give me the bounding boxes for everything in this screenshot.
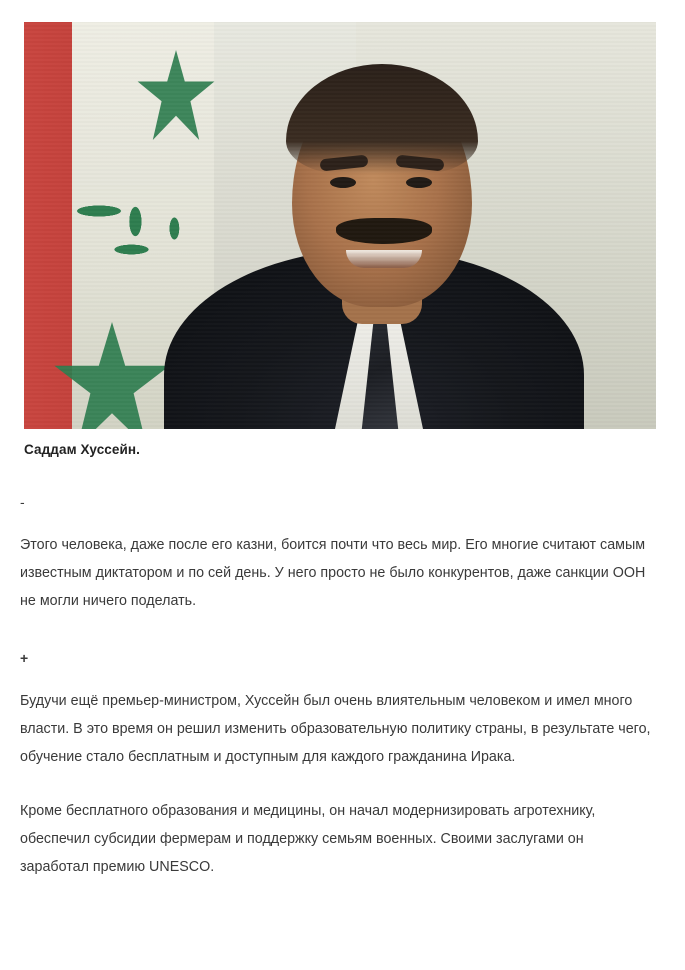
article-body [10, 495, 661, 881]
subject-mouth [346, 250, 422, 268]
article-page [0, 22, 685, 970]
subject-eye-right [406, 177, 432, 188]
flag-arabic-script [60, 197, 190, 267]
article-photo [24, 22, 656, 429]
plus-marker: + [20, 650, 29, 666]
paragraph-2: Будучи ещё премьер-министром, Хуссейн был очень влиятельным человеком и имел много власти. В это время он решил изменить образовательную политику страны, в результате чего, обучение стало бесплатным и доступным для каждого гражданина Ирака. [20, 693, 651, 765]
minus-marker: - [20, 494, 25, 510]
subject-eye-left [330, 177, 356, 188]
paragraph-3: Кроме бесплатного образования и медицины, он начал модернизировать агротехнику, обеспечил субсидии фермерам и поддержку семьям военных. Своими заслугами он заработал премию UNESCO. [20, 803, 596, 875]
article-figure [24, 22, 656, 429]
subject-mustache [336, 218, 432, 244]
photo-caption: Саддам Хуссейн. [24, 442, 141, 457]
paragraph-1: Этого человека, даже после его казни, боится почти что весь мир. Его многие считают самым известным диктатором и по сей день. У него просто не было конкурентов, даже санкции ООН не могли ничего поделать. [20, 537, 646, 609]
